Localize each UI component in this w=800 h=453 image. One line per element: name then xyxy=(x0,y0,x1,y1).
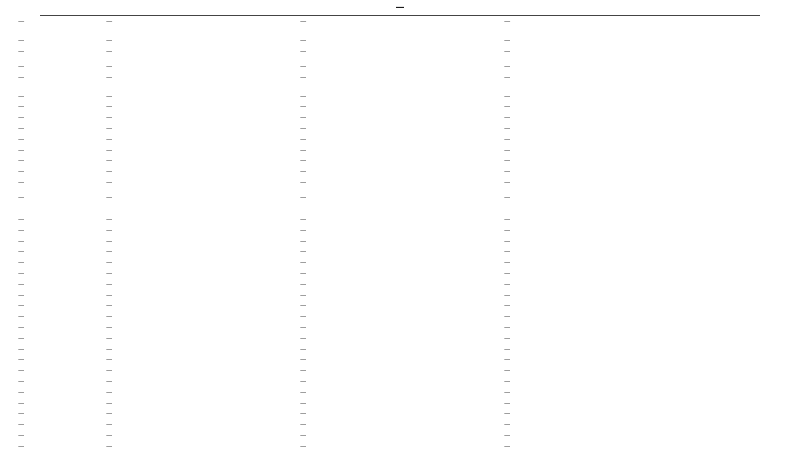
cell-location: — xyxy=(106,226,113,234)
cell-leader: — xyxy=(300,367,307,375)
table-row xyxy=(0,113,800,124)
cell-panchayat: — xyxy=(18,410,25,418)
cell-leader: — xyxy=(300,114,307,122)
cell-panchayat: — xyxy=(18,146,25,154)
table-row xyxy=(0,124,800,135)
table-row xyxy=(0,135,800,146)
cell-participants: — xyxy=(504,399,511,407)
cell-panchayat: — xyxy=(18,103,25,111)
table-row xyxy=(0,291,800,302)
cell-panchayat: — xyxy=(18,215,25,223)
header-participants: — xyxy=(504,17,511,25)
cell-location: — xyxy=(106,410,113,418)
cell-leader: — xyxy=(300,146,307,154)
table-row xyxy=(0,178,800,193)
cell-participants: — xyxy=(504,291,511,299)
cell-location: — xyxy=(106,193,113,201)
cell-participants: — xyxy=(504,431,511,439)
cell-panchayat: — xyxy=(18,135,25,143)
header-panchayat: — xyxy=(18,17,25,25)
table-row xyxy=(0,167,800,178)
cell-panchayat: — xyxy=(18,323,25,331)
cell-panchayat: — xyxy=(18,291,25,299)
cell-leader: — xyxy=(300,421,307,429)
cell-location: — xyxy=(106,62,113,70)
table-row xyxy=(0,399,800,410)
cell-participants: — xyxy=(504,47,511,55)
cell-panchayat: — xyxy=(18,178,25,186)
table-row xyxy=(0,269,800,280)
cell-location: — xyxy=(106,37,113,44)
cell-panchayat: — xyxy=(18,356,25,364)
table-row xyxy=(0,420,800,431)
cell-location: — xyxy=(106,280,113,288)
cell-participants: — xyxy=(504,302,511,310)
cell-location: — xyxy=(106,135,113,143)
cell-leader: — xyxy=(300,37,307,44)
cell-location: — xyxy=(106,442,113,450)
cell-participants: — xyxy=(504,157,511,165)
cell-panchayat: — xyxy=(18,37,25,44)
cell-location: — xyxy=(106,178,113,186)
cell-location: — xyxy=(106,421,113,429)
cell-participants: — xyxy=(504,193,511,201)
cell-panchayat: — xyxy=(18,280,25,288)
header-start-location: — xyxy=(106,17,113,25)
table-row xyxy=(0,334,800,345)
table-row xyxy=(0,431,800,442)
cell-location: — xyxy=(106,237,113,245)
cell-panchayat: — xyxy=(18,157,25,165)
cell-panchayat: — xyxy=(18,47,25,55)
cell-participants: — xyxy=(504,226,511,234)
cell-location: — xyxy=(106,313,113,321)
cell-participants: — xyxy=(504,146,511,154)
cell-leader: — xyxy=(300,442,307,450)
cell-panchayat: — xyxy=(18,399,25,407)
cell-panchayat: — xyxy=(18,124,25,132)
cell-leader: — xyxy=(300,215,307,223)
table-row xyxy=(0,36,800,47)
cell-leader: — xyxy=(300,62,307,70)
cell-panchayat: — xyxy=(18,62,25,70)
cell-leader: — xyxy=(300,259,307,267)
cell-participants: — xyxy=(504,178,511,186)
cell-participants: — xyxy=(504,237,511,245)
cell-location: — xyxy=(106,334,113,342)
cell-leader: — xyxy=(300,377,307,385)
cell-participants: — xyxy=(504,280,511,288)
cell-location: — xyxy=(106,345,113,353)
table-row xyxy=(0,323,800,334)
cell-location: — xyxy=(106,168,113,176)
table-row xyxy=(0,377,800,388)
cell-location: — xyxy=(106,399,113,407)
cell-leader: — xyxy=(300,103,307,111)
table-row xyxy=(0,102,800,113)
table-row xyxy=(0,146,800,157)
cell-participants: — xyxy=(504,62,511,70)
cell-leader: — xyxy=(300,323,307,331)
cell-panchayat: — xyxy=(18,226,25,234)
cell-panchayat: — xyxy=(18,248,25,256)
page-title: — xyxy=(395,3,405,13)
cell-leader: — xyxy=(300,431,307,439)
cell-participants: — xyxy=(504,103,511,111)
cell-location: — xyxy=(106,367,113,375)
cell-location: — xyxy=(106,124,113,132)
table-row xyxy=(0,237,800,248)
cell-participants: — xyxy=(504,269,511,277)
cell-location: — xyxy=(106,157,113,165)
cell-leader: — xyxy=(300,92,307,100)
cell-participants: — xyxy=(504,410,511,418)
table-row xyxy=(0,280,800,291)
cell-leader: — xyxy=(300,47,307,55)
table-row xyxy=(0,215,800,226)
cell-participants: — xyxy=(504,92,511,100)
cell-leader: — xyxy=(300,291,307,299)
cell-participants: — xyxy=(504,334,511,342)
cell-panchayat: — xyxy=(18,237,25,245)
cell-leader: — xyxy=(300,226,307,234)
cell-location: — xyxy=(106,291,113,299)
cell-location: — xyxy=(106,92,113,100)
table-row xyxy=(0,226,800,237)
cell-participants: — xyxy=(504,215,511,223)
cell-leader: — xyxy=(300,248,307,256)
cell-panchayat: — xyxy=(18,302,25,310)
cell-participants: — xyxy=(504,135,511,143)
cell-location: — xyxy=(106,269,113,277)
cell-leader: — xyxy=(300,269,307,277)
cell-participants: — xyxy=(504,345,511,353)
cell-panchayat: — xyxy=(18,193,25,201)
cell-leader: — xyxy=(300,334,307,342)
cell-leader: — xyxy=(300,302,307,310)
cell-location: — xyxy=(106,302,113,310)
cell-panchayat: — xyxy=(18,269,25,277)
table-row xyxy=(0,92,800,103)
table-row xyxy=(0,247,800,258)
table-row xyxy=(0,312,800,323)
table-body xyxy=(0,36,800,450)
cell-participants: — xyxy=(504,259,511,267)
table-row xyxy=(0,47,800,62)
cell-leader: — xyxy=(300,193,307,201)
cell-location: — xyxy=(106,103,113,111)
cell-leader: — xyxy=(300,157,307,165)
cell-panchayat: — xyxy=(18,367,25,375)
table-row xyxy=(0,156,800,167)
table-row xyxy=(0,345,800,356)
table-row xyxy=(0,258,800,269)
cell-participants: — xyxy=(504,442,511,450)
cell-leader: — xyxy=(300,410,307,418)
cell-panchayat: — xyxy=(18,431,25,439)
cell-location: — xyxy=(106,146,113,154)
cell-leader: — xyxy=(300,237,307,245)
cell-panchayat: — xyxy=(18,442,25,450)
cell-location: — xyxy=(106,73,113,81)
cell-leader: — xyxy=(300,313,307,321)
cell-participants: — xyxy=(504,356,511,364)
table-row xyxy=(0,366,800,377)
table-header xyxy=(0,17,800,34)
table-row xyxy=(0,409,800,420)
cell-panchayat: — xyxy=(18,313,25,321)
title-divider xyxy=(40,15,760,16)
cell-location: — xyxy=(106,323,113,331)
cell-participants: — xyxy=(504,323,511,331)
cell-panchayat: — xyxy=(18,421,25,429)
cell-leader: — xyxy=(300,168,307,176)
cell-panchayat: — xyxy=(18,92,25,100)
cell-leader: — xyxy=(300,399,307,407)
cell-location: — xyxy=(106,356,113,364)
table-row xyxy=(0,442,800,453)
cell-participants: — xyxy=(504,421,511,429)
cell-leader: — xyxy=(300,388,307,396)
cell-participants: — xyxy=(504,313,511,321)
cell-location: — xyxy=(106,431,113,439)
cell-leader: — xyxy=(300,178,307,186)
table-row xyxy=(0,73,800,88)
cell-panchayat: — xyxy=(18,345,25,353)
table-row xyxy=(0,193,800,211)
cell-panchayat: — xyxy=(18,114,25,122)
table-row xyxy=(0,388,800,399)
cell-participants: — xyxy=(504,37,511,44)
cell-panchayat: — xyxy=(18,377,25,385)
cell-participants: — xyxy=(504,367,511,375)
cell-participants: — xyxy=(504,248,511,256)
cell-participants: — xyxy=(504,377,511,385)
cell-location: — xyxy=(106,114,113,122)
cell-panchayat: — xyxy=(18,259,25,267)
cell-participants: — xyxy=(504,168,511,176)
cell-location: — xyxy=(106,215,113,223)
table-row xyxy=(0,62,800,73)
cell-panchayat: — xyxy=(18,73,25,81)
cell-panchayat: — xyxy=(18,168,25,176)
cell-participants: — xyxy=(504,388,511,396)
cell-location: — xyxy=(106,47,113,55)
cell-panchayat: — xyxy=(18,334,25,342)
cell-participants: — xyxy=(504,114,511,122)
cell-leader: — xyxy=(300,135,307,143)
cell-participants: — xyxy=(504,73,511,81)
cell-leader: — xyxy=(300,280,307,288)
cell-leader: — xyxy=(300,356,307,364)
header-leader: — xyxy=(300,17,307,25)
cell-location: — xyxy=(106,259,113,267)
table-row xyxy=(0,355,800,366)
cell-leader: — xyxy=(300,345,307,353)
cell-leader: — xyxy=(300,124,307,132)
cell-panchayat: — xyxy=(18,388,25,396)
cell-participants: — xyxy=(504,124,511,132)
cell-location: — xyxy=(106,377,113,385)
cell-location: — xyxy=(106,388,113,396)
cell-leader: — xyxy=(300,73,307,81)
table-row xyxy=(0,301,800,312)
cell-location: — xyxy=(106,248,113,256)
